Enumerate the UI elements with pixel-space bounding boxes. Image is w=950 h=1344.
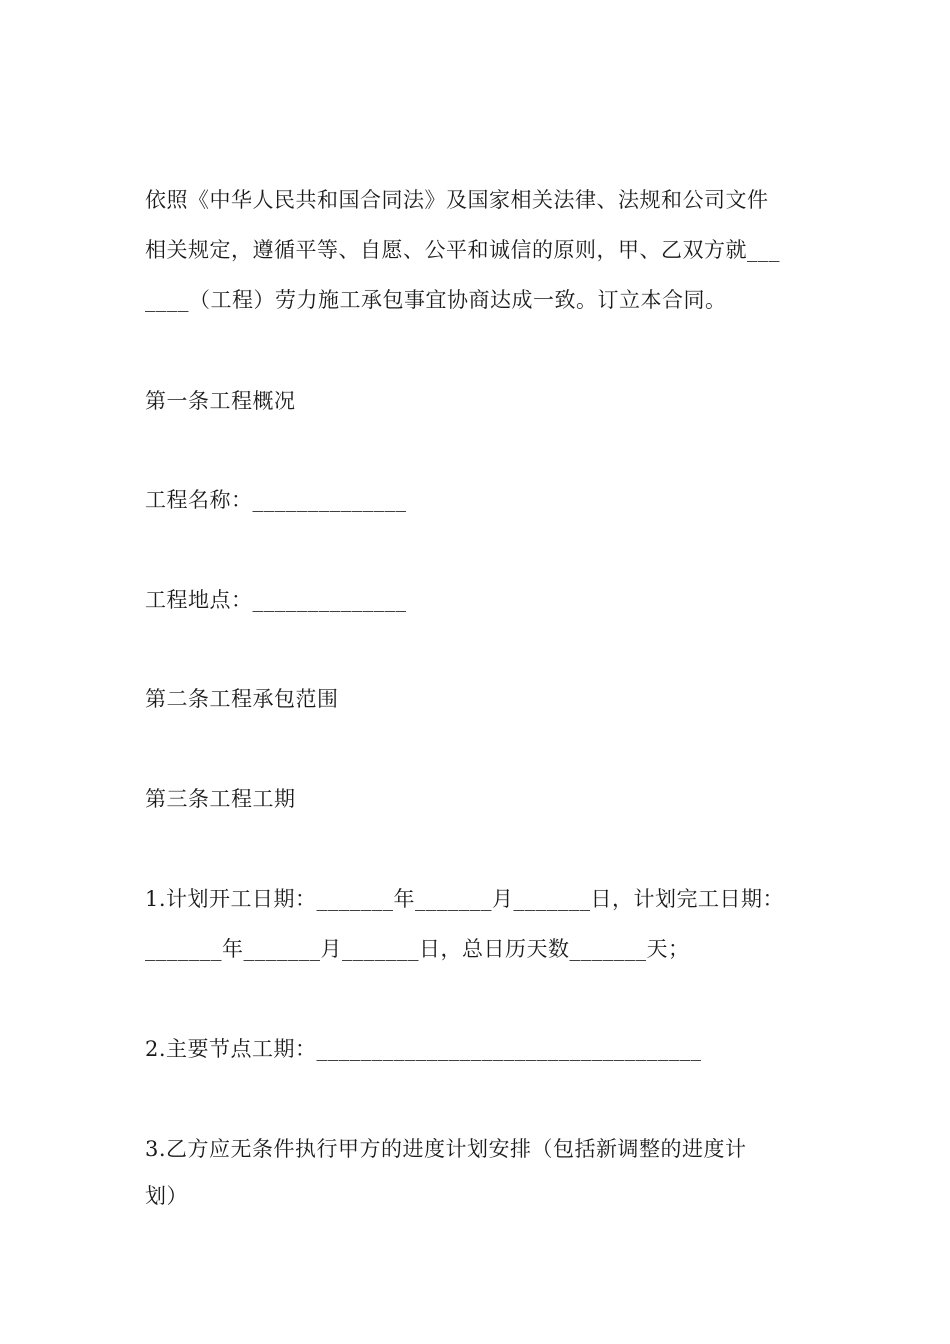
project-location-field: 工程地点：______________ <box>145 588 407 612</box>
schedule-item-2: 2.主要节点工期：___________________________________ <box>145 1037 702 1061</box>
article-2-heading: 第二条工程承包范围 <box>145 687 339 711</box>
project-name-field: 工程名称：______________ <box>145 488 407 512</box>
schedule-item-1-line-2: _______年_______月_______日，总日历天数_______天； <box>145 937 690 961</box>
preamble-line-2: 相关规定，遵循平等、自愿、公平和诚信的原则，甲、乙双方就___ <box>145 238 780 262</box>
schedule-item-1-line-1: 1.计划开工日期：_______年_______月_______日，计划完工日期： <box>145 887 785 911</box>
article-3-heading: 第三条工程工期 <box>145 787 296 811</box>
preamble-line-3: ____（工程）劳力施工承包事宜协商达成一致。订立本合同。 <box>145 288 727 312</box>
preamble-line-1: 依照《中华人民共和国合同法》及国家相关法律、法规和公司文件 <box>145 188 769 212</box>
schedule-item-3-line-1: 3.乙方应无条件执行甲方的进度计划安排（包括新调整的进度计 <box>145 1137 747 1161</box>
schedule-item-3-line-2: 划） <box>145 1184 188 1208</box>
article-1-heading: 第一条工程概况 <box>145 389 296 413</box>
